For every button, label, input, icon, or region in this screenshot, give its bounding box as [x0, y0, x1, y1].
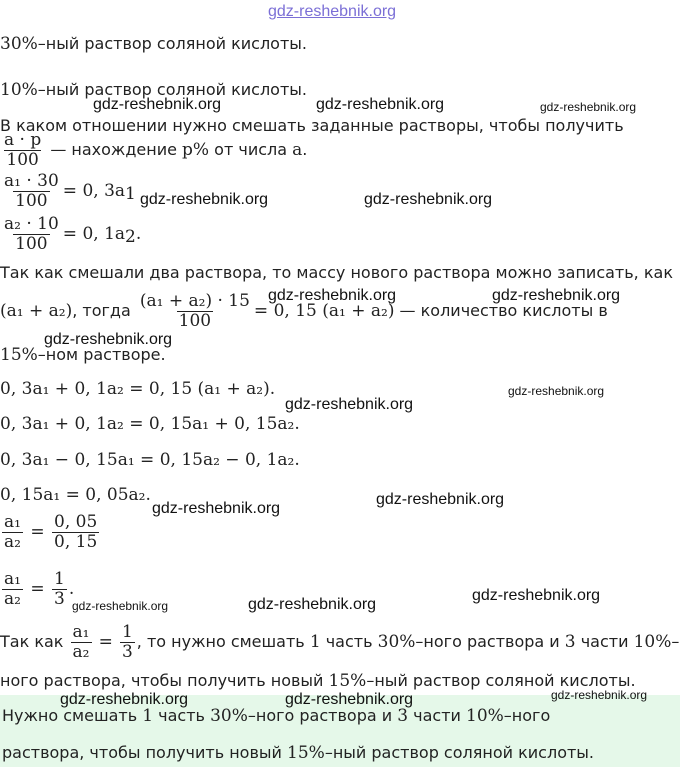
- fraction-1-3: [52, 570, 67, 609]
- conclusion-text: части: [575, 632, 634, 651]
- watermark: gdz-reshebnik.org: [472, 587, 601, 604]
- fraction-denominator: 100: [15, 234, 48, 254]
- watermark: gdz-reshebnik.org: [551, 688, 648, 702]
- conclusion-text: –ного раствора и: [415, 632, 565, 651]
- mixture-mass-expression: (a₁ + a₂): [0, 301, 73, 321]
- formula-text: от числа: [209, 140, 293, 159]
- given-line-1: [0, 34, 307, 54]
- watermark: gdz-reshebnik.org: [285, 396, 414, 413]
- fraction-denominator: a₂: [4, 532, 21, 552]
- fraction-numerator: a₁ · 30: [4, 171, 59, 191]
- mixture-text: –ном растворе.: [37, 345, 166, 364]
- conclusion-text: –ный раствор соляной кислоты.: [366, 671, 636, 690]
- watermark: gdz-reshebnik.org: [44, 331, 173, 348]
- answer-line-2: [2, 743, 594, 763]
- subscript: 1: [125, 184, 136, 204]
- fraction-denominator: 100: [178, 311, 212, 331]
- mixture-text: , тогда: [72, 301, 136, 320]
- watermark: gdz-reshebnik.org: [93, 96, 222, 113]
- fraction-005-015: [52, 513, 99, 552]
- equation-rhs: = 0, 1a: [62, 224, 126, 244]
- given-text: –ный раствор соляной кислоты.: [37, 80, 307, 99]
- watermark: gdz-reshebnik.org: [268, 287, 397, 304]
- formula-var-a: a: [292, 140, 303, 160]
- subscript: 2: [125, 227, 136, 247]
- number: 1: [142, 706, 154, 726]
- percent-value: 30%: [0, 34, 38, 54]
- fraction-numerator: a₁: [72, 622, 90, 642]
- percent-value: 10%: [0, 80, 38, 100]
- ratio-equation-2: [0, 570, 74, 609]
- acid-mass-line-2: [0, 215, 141, 254]
- conclusion-line: [0, 623, 679, 662]
- equation-end: .: [135, 224, 142, 244]
- fraction-numerator: (a₁ + a₂) · 15: [139, 291, 250, 311]
- equation-1: 0, 3a₁ + 0, 1a₂ = 0, 15 (a₁ + a₂).: [0, 379, 276, 399]
- fraction-denominator: a₂: [4, 589, 21, 609]
- mixture-tail-text: — количество кислоты в: [394, 301, 608, 320]
- fraction-a1-a2: [2, 513, 23, 552]
- watermark: gdz-reshebnik.org: [60, 691, 189, 708]
- watermark: gdz-reshebnik.org: [492, 287, 621, 304]
- conclusion-text: ного раствора, чтобы получить новый: [0, 671, 329, 690]
- fraction-a2-10: [2, 215, 61, 254]
- fraction-a1-a2: [2, 570, 23, 609]
- fraction-numerator: a₂ · 10: [4, 214, 59, 234]
- answer-text: часть: [153, 706, 211, 725]
- percent-value: 15%: [328, 671, 367, 691]
- number: 3: [564, 632, 576, 652]
- conclusion-text: , то нужно смешать: [136, 632, 310, 651]
- percent-value: 15%: [0, 345, 38, 365]
- answer-text: –ный раствор соляной кислоты.: [324, 743, 595, 762]
- watermark: gdz-reshebnik.org: [72, 599, 169, 613]
- fraction-denominator: a₂: [72, 642, 90, 662]
- answer-text: части: [408, 706, 466, 725]
- watermark: gdz-reshebnik.org: [540, 100, 637, 114]
- equation-rhs: = 0, 15 (a₁ + a₂): [253, 301, 395, 321]
- answer-text: –ного раствора и: [247, 706, 398, 725]
- formula-percent-line: [0, 131, 307, 170]
- given-text: –ный раствор соляной кислоты.: [37, 34, 307, 53]
- fraction-denominator: 0, 15: [54, 532, 98, 552]
- question-line: В каком отношении нужно смешать заданные растворы, чтобы получить: [0, 116, 624, 135]
- formula-end: .: [302, 140, 308, 159]
- conclusion-text: –: [671, 632, 680, 651]
- watermark: gdz-reshebnik.org: [364, 191, 493, 208]
- answer-line-1: [2, 706, 550, 726]
- watermark-top-link[interactable]: gdz-reshebnik.org: [268, 3, 397, 20]
- fraction-denominator: 100: [15, 191, 48, 211]
- watermark: gdz-reshebnik.org: [285, 691, 414, 708]
- watermark: gdz-reshebnik.org: [248, 596, 377, 613]
- number: 1: [309, 632, 321, 652]
- fraction-numerator: a₁: [4, 569, 21, 589]
- answer-text: раствора, чтобы получить новый: [2, 743, 288, 762]
- fraction-numerator: a · p: [4, 130, 42, 150]
- equation-4: 0, 15a₁ = 0, 05a₂.: [0, 485, 151, 505]
- fraction-a1-a2: [71, 623, 92, 662]
- conclusion-line-cont: [0, 671, 636, 691]
- fraction-numerator: 1: [121, 622, 133, 642]
- fraction-a1-30: [2, 172, 61, 211]
- fraction-1-3: [120, 623, 135, 662]
- equals-sign: =: [98, 632, 113, 652]
- explanation-line: Так как смешали два раствора, то массу нового раствора можно записать, как: [0, 263, 673, 282]
- formula-var-p: p%: [182, 140, 210, 160]
- fraction-numerator: a₁: [4, 512, 21, 532]
- fraction-mixture: [138, 292, 252, 331]
- answer-text: –ного: [503, 706, 551, 725]
- equation-2: 0, 3a₁ + 0, 1a₂ = 0, 15a₁ + 0, 15a₂.: [0, 414, 300, 434]
- percent-value: 10%: [633, 632, 672, 652]
- percent-value: 30%: [377, 632, 416, 652]
- equals-sign: =: [30, 579, 45, 599]
- watermark: gdz-reshebnik.org: [316, 96, 445, 113]
- percent-value: 15%: [287, 743, 325, 763]
- fraction-denominator: 100: [6, 150, 39, 170]
- conclusion-text: Так как: [0, 632, 69, 651]
- watermark: gdz-reshebnik.org: [152, 500, 281, 517]
- watermark: gdz-reshebnik.org: [140, 191, 269, 208]
- number: 3: [397, 706, 409, 726]
- equation-3: 0, 3a₁ − 0, 15a₁ = 0, 15a₂ − 0, 1a₂.: [0, 450, 300, 470]
- percent-value: 30%: [210, 706, 248, 726]
- formula-text: — нахождение: [45, 140, 183, 159]
- fraction-denominator: 3: [54, 589, 65, 609]
- watermark: gdz-reshebnik.org: [376, 491, 505, 508]
- equation-rhs: = 0, 3a: [62, 181, 126, 201]
- watermark: gdz-reshebnik.org: [508, 384, 605, 398]
- fraction-numerator: 1: [54, 569, 65, 589]
- conclusion-text: часть: [320, 632, 378, 651]
- fraction-numerator: 0, 05: [54, 512, 98, 532]
- acid-mass-line-1: [0, 172, 136, 211]
- equals-sign: =: [30, 522, 45, 542]
- answer-text: Нужно смешать: [2, 706, 143, 725]
- percent-value: 10%: [466, 706, 504, 726]
- fraction-ap-100: [2, 131, 43, 170]
- equation-end: .: [68, 579, 75, 599]
- fraction-denominator: 3: [121, 642, 133, 662]
- ratio-equation-1: [0, 513, 101, 552]
